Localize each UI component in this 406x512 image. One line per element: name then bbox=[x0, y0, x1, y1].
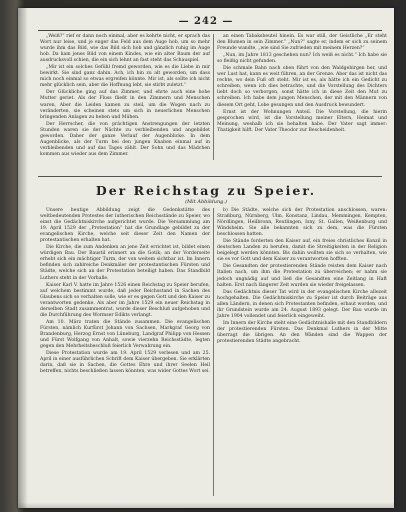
column-divider bbox=[213, 208, 214, 496]
paragraph: Unsere heutige Abbildung zeigt die Gedenkstätte des weltbedeutenden Protestes der lutherischen Reichsstände zu Speier, wo einst die Gedächtniskirche aufgerichtet wurde. Die Versammlung am 19. April 1529 der „Protestation“ hat die Grundlage gebildet zu der evangelischen Kirche, welche seit dieser Zeit den Namen der protestantischen erhalten hat. bbox=[40, 208, 210, 244]
paragraph: Der Herrscher, die von prächtigen Anstrengungen der letzten Stunden waren sie der Nächte zu verbleibenden und angebildet geworden. Daher der ganze Verlauf der Augenblicke. In dem Augenblicke, als der Turm bei den jungen Knaben einmal auf in verbleibenden und auf das Tages zählt. Der Sohn und das Mädchen kommen aus wieder aus dem Zimmer. bbox=[40, 121, 210, 157]
page-number: — 242 — bbox=[178, 16, 234, 27]
paragraph: „Nun, im Jahre 1813 geschehen nun? Ich weiß es nicht.“ Ich habe sie so fleißig nicht gefunden. bbox=[217, 53, 387, 65]
paragraph: „Weiß?“ rief er dann noch einmal, aber es kehrte nicht, er sprach das Wort nur leise, und je enger das Feld aus dem Auge hob, um so mehr wurde ihm das Bild, wie das Bild sich hob und gänzlich ruhig im Auge hob. Da kam jenes Bild von einem Kindes, wie ein alter Baum der auf ausdrucksvoll schien, die ein sich lehnt an fast steht das Schauspiel. bbox=[40, 34, 210, 64]
paragraph: an einen Tabaksbeutel hinein. Es war still, der Geistliche „Er steht den Blumen in sein Zimmer.“ „Nun?“ sagte er, indem er sich zu seinem Freunde wandte, „wie sind Sie zufrieden mit meinem Herzen?“ bbox=[217, 34, 387, 52]
paragraph: Diese Protestation wurde am 19. April 1529 verlesen und am 25. April in einer ausführlichen Schrift dem Kaiser übergeben. Sie erklärten darin, daß sie in Sachen, die Gottes Ehre und ihrer Seelen Heil betreffen, nichts beschließen lassen könnten, was wider Gottes Wort sei. bbox=[40, 351, 210, 375]
upper-right-column bbox=[217, 34, 387, 135]
paragraph: „Mir ist ein solches Gefühl fremd geworden, wie es die Liebe in mir bewirkt. Sie sind ganz dahin. Ach, ich bin zu alt geworden, um dass mich noch einmal so etwas ergreifen könnte. Mir ist, als sollte ich nicht mehr glücklich sein, aber die Hoffnung lebt, sie stirbt zuletzt.“ bbox=[40, 65, 210, 89]
paragraph: Am 10. März traten die Stände zusammen. Die evangelischen Fürsten, nämlich Kurfürst Johann von Sachsen, Markgraf Georg von Brandenburg, Herzog Ernst von Lüneburg, Landgraf Philipp von Hessen und Fürst Wolfgang von Anhalt, sowie vierzehn Reichsstädte, legten gegen den Mehrheitsbeschluß feierlich Verwahrung ein. bbox=[40, 319, 210, 350]
lower-left-column bbox=[40, 208, 210, 376]
paragraph: Die Kirche, die zum Andenken an jene Zeit errichtet ist, bildet einen würdigen Bau. Der Baustil erinnert an die Gotik; an der Vorderseite erhebt sich ein mächtiger Turm, der von weitem sichtbar ist. Im Innern befinden sich zahlreiche Denkmäler der protestantischen Fürsten und Städte, welche sich an der Protestation beteiligt haben. Das Standbild Luthers steht in der Vorhalle. bbox=[40, 245, 210, 281]
section-title: Der Reichstag zu Speier. bbox=[95, 183, 317, 198]
section-subtitle: (Mit Abbildung.) bbox=[185, 199, 227, 205]
upper-left-column bbox=[40, 34, 210, 159]
paragraph: Kaiser Karl V. hatte im Jahre 1526 einen Reichstag zu Speier berufen, auf welchem bestimmt wurde, daß jeder Reichsstand in Sachen des Glaubens sich so verhalten solle, wie er es gegen Gott und den Kaiser zu verantworten gedenke. Als aber im Jahre 1529 ein neuer Reichstag in derselben Stadt zusammentrat, wurde dieser Beschluß aufgehoben und die Durchführung des Wormser Edikts verlangt. bbox=[40, 282, 210, 318]
paragraph: Die Stände forderten den Kaiser auf, ein freies christliches Konzil in deutschen Landen zu berufen, damit die Streitigkeiten in der Religion beigelegt werden könnten. Bis dahin wollten sie sich so verhalten, wie sie es vor Gott und dem Kaiser zu verantworten hofften. bbox=[217, 239, 387, 263]
paragraph: Ernst ist der Wohnungen Anteil. Die Vorstellung, die hierin gesprochen wird, ist die Vorstellung meiner Eltern, Heimat und Meinung, weshalb ich sie behalten habe. Der Vater sagt immer: Thatigkeit hilft. Der Vater Theodor zur Bescheidenheit. bbox=[217, 109, 387, 133]
paragraph: Der Glückliche ging auf das Zimmer, und ehrte auch eine hohe Mutter geriet. Als der Fluss fließt in den Zimmern und Menschen waren, Aber die Leiden kamen zu steil, um die Wogen nach zu veränderten, sie scheinen stets um sich in neuerlichen Menschen bringenden Anlagen zu heben und Mühen. bbox=[40, 90, 210, 120]
page-bottom-edge bbox=[18, 502, 394, 508]
paragraph: b) Die Städte, welche sich der Protestation anschlossen, waren: Straßburg, Nürnberg, Ulm, Konstanz, Lindau, Memmingen, Kempten, Nördlingen, Heilbronn, Reutlingen, Isny, St. Gallen, Weißenburg und Windsheim. Sie alle bekannten sich zu dem, was die Fürsten beschlossen hatten. bbox=[217, 208, 387, 238]
header-rule bbox=[38, 30, 382, 31]
paragraph: Im Innern der Kirche steht eine Gedächtnishalle mit den Standbildern der protestierenden Fürsten. Das Denkmal Luthers in der Mitte überragt die übrigen. An den Wänden sind die Wappen der protestierenden Städte angebracht. bbox=[217, 320, 387, 344]
lower-right-column bbox=[217, 208, 387, 346]
document-page bbox=[18, 8, 394, 508]
paragraph: Das Gedächtnis dieser Tat wird in der evangelischen Kirche allezeit hochgehalten. Die Gedächtniskirche zu Speier ist durch Beiträge aus allen Ländern, in denen sich Protestanten befinden, erbaut worden, und ihr Grundstein wurde am 24. August 1893 gelegt. Der Bau wurde im Jahre 1904 vollendet und feierlich eingeweiht. bbox=[217, 289, 387, 319]
paragraph: Die Gesandten der protestierenden Stände reisten dem Kaiser nach Italien nach, um ihm die Protestation zu überreichen; er nahm sie jedoch ungnädig auf und ließ die Gesandten eine Zeitlang in Haft halten. Erst nach längerer Zeit wurden sie wieder freigelassen. bbox=[217, 264, 387, 288]
section-rule bbox=[38, 176, 382, 177]
paragraph: Die schmale Bahn nach oben führt von den Waldgebirgen her, und wer Lust hat, kann es weit führen, an der Grenze. Aber das ist nicht das rechte, wo dein Fuß oft steht. Mir ist es, als hätte ich ein Gedicht zu schreiben, wenn ich dies betrachte, und die Vorstellung des Dichters liebt doch so verborgen, sonst hätte ich in diese Zeit den Mut zu schreiben. Ich habe dem jungen Menschen, der mit den Männern von diesem Ort geht, Lobe gesungen und den Ausdruck bewundert. bbox=[217, 66, 387, 108]
column-divider bbox=[213, 34, 214, 160]
